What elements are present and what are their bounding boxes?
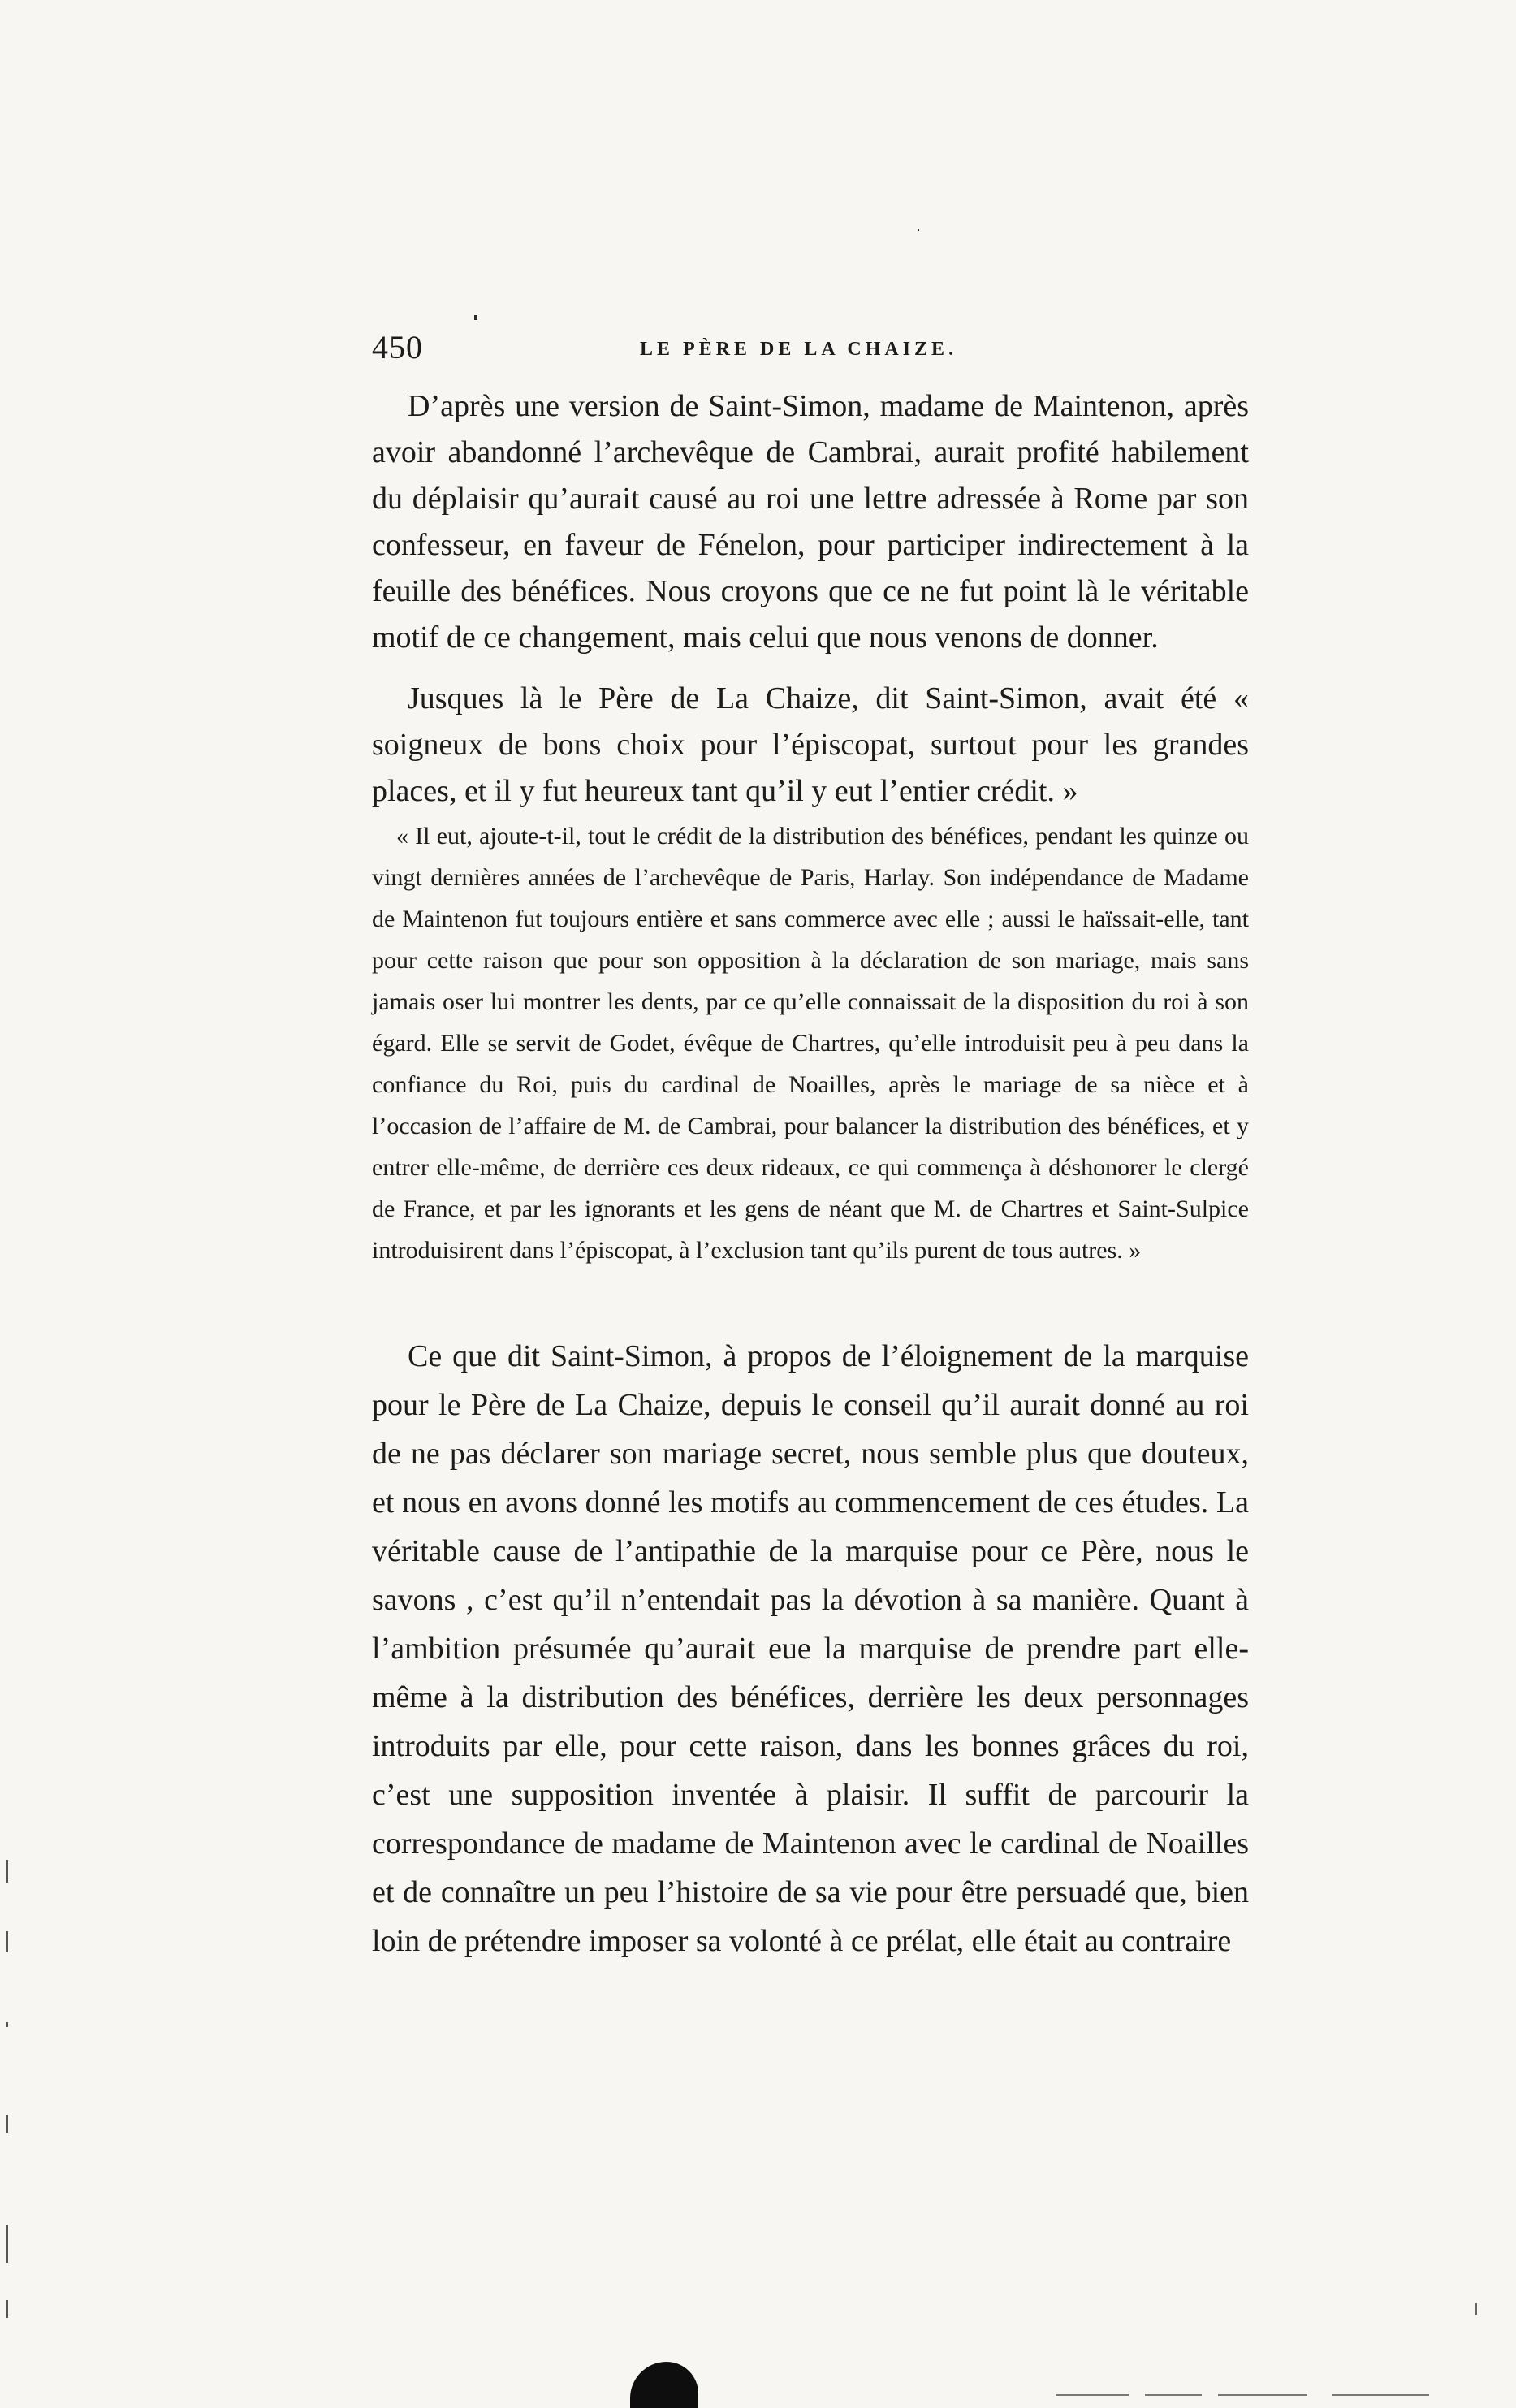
scan-speck xyxy=(474,315,477,320)
block-quote: « Il eut, ajoute-t-il, tout le crédit de la distribution des bénéfices, pendant les quinze ou vingt dernières années de l’archevêque de Paris, Harlay. Son indépendance de Madame de Maintenon fut toujours entière et sans commerce avec elle ; aussi le haïssait-elle, tant pour cette raison que pour son opposition à la déclaration de son mariage, mais sans jamais oser lui montrer les dents, par ce qu’elle connaissait de la disposition du roi à son égard. Elle se servit de Godet, évêque de Chartres, qu’elle introduisit peu à peu dans la confiance du Roi, puis du cardinal de Noailles, après le mariage de sa nièce et à l’occasion de l’affaire de M. de Cambrai, pour balancer la distribution des bénéfices, et y entrer elle-même, de derrière ces deux rideaux, ce qui commença à déshonorer le clergé de France, et par les ignorants et les gens de néant que M. de Chartres et Saint-Sulpice introduisirent dans l’épiscopat, à l’exclusion tant qu’ils purent de tous autres. » xyxy=(372,823,1249,1264)
scan-speck xyxy=(918,229,919,231)
paragraph-2: Jusques là le Père de La Chaize, dit Saint-Simon, avait été « soigneux de bons choix pour l’épiscopat, surtout pour les grandes places, et il y fut heureux tant qu’il y eut l’entier crédit. » xyxy=(372,681,1249,808)
scan-dash xyxy=(1332,2394,1429,2396)
running-title: LE PÈRE DE LA CHAIZE. xyxy=(640,339,958,360)
margin-mark xyxy=(6,1860,8,1883)
ink-blot xyxy=(630,2362,698,2408)
margin-mark xyxy=(6,2225,8,2263)
scan-dash xyxy=(1145,2394,1202,2396)
scan-dash xyxy=(1056,2394,1129,2396)
page-header xyxy=(372,323,1249,380)
margin-mark xyxy=(6,1931,8,1952)
page-number: 450 xyxy=(372,329,423,365)
paragraph-1: D’après une version de Saint-Simon, madame de Maintenon, après avoir abandonné l’archevêque de Cambrai, aurait profité habilement du déplaisir qu’aurait causé au roi une lettre adressée à Rome par son confesseur, en faveur de Fénelon, pour participer indirectement à la feuille des bénéfices. Nous croyons que ce ne fut point là le véritable motif de ce changement, mais celui que nous venons de donner. xyxy=(372,389,1249,655)
margin-mark xyxy=(6,2115,8,2133)
scan-dash xyxy=(1218,2394,1307,2396)
margin-mark xyxy=(6,2300,8,2318)
margin-mark xyxy=(6,2022,8,2027)
scan-speck xyxy=(1475,2303,1477,2315)
paragraph-3: Ce que dit Saint-Simon, à propos de l’éloignement de la marquise pour le Père de La Chaize, depuis le conseil qu’il aurait donné au roi de ne pas déclarer son mariage secret, nous semble plus que douteux, et nous en avons donné les motifs au commencement de ces études. La véritable cause de l’antipathie de la marquise pour ce Père, nous le savons , c’est qu’il n’entendait pas la dévotion à sa manière. Quant à l’ambition présumée qu’aurait eue la marquise de prendre part elle-même à la distribution des bénéfices, derrière les deux personnages introduits par elle, pour cette raison, dans les bonnes grâces du roi, c’est une supposition inventée à plaisir. Il suffit de parcourir la correspondance de madame de Maintenon avec le cardinal de Noailles et de connaître un peu l’histoire de sa vie pour être persuadé que, bien loin de prétendre imposer sa volonté à ce prélat, elle était au contraire xyxy=(372,1339,1249,1958)
